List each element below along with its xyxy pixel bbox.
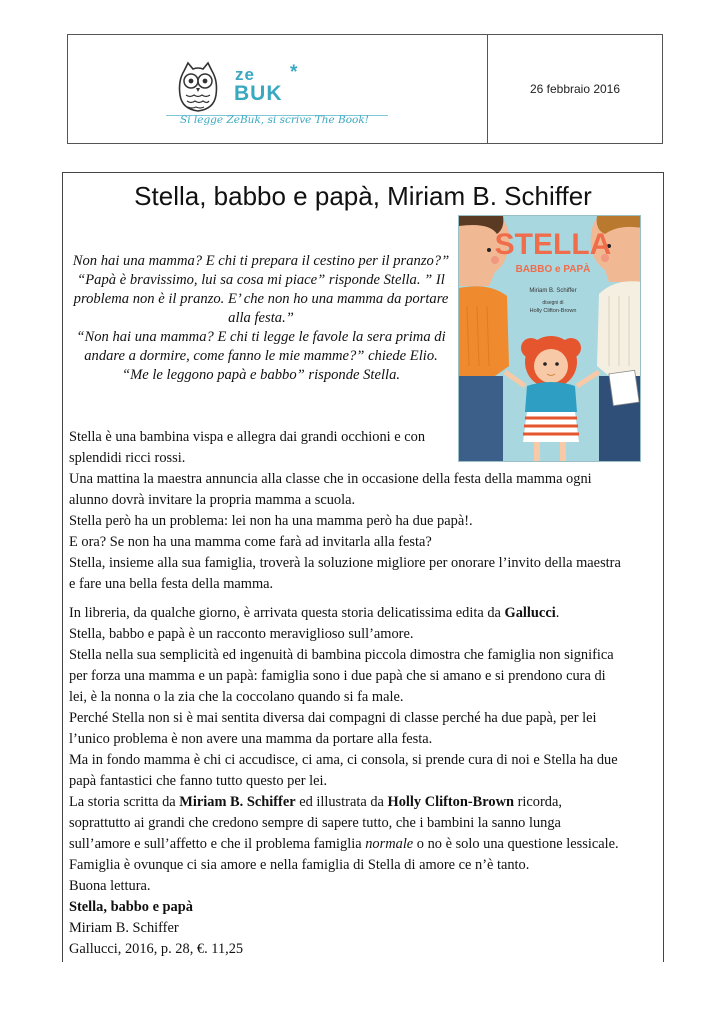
text-line: alunno dovrà invitare la propria mamma a scuola. — [69, 492, 356, 508]
text-line — [69, 834, 619, 855]
text-segment: o no è solo una questione lessicale. — [413, 836, 619, 852]
text-line: Famiglia è ovunque ci sia amore e nella famiglia di Stella di amore ce n’è tanto. — [69, 857, 530, 873]
book-cover-illustration — [459, 216, 641, 462]
brand-star-icon: * — [290, 62, 298, 83]
text-line: Stella, babbo e papà è un racconto meraviglioso sull’amore. — [69, 626, 414, 642]
book-details: Gallucci, 2016, p. 28, €. 11,25 — [69, 941, 244, 957]
illustrator-name: Holly Clifton-Brown — [387, 794, 514, 810]
text-line: Stella però ha un problema: lei non ha una mamma però ha due papà!. — [69, 513, 473, 529]
header-box — [67, 34, 663, 144]
quote-line: “Me le leggono papà e babbo” risponde Stella. — [121, 367, 401, 383]
story-summary-paragraph — [69, 427, 621, 595]
review-paragraph — [69, 603, 619, 960]
quote-line: andare a dormire, come fanno le mie mamme?” chiede Elio. — [84, 348, 438, 364]
emphasis-normale: normale — [365, 836, 414, 852]
text-line: soprattutto ai grandi che credono sempre di sapere tutto, che i bambini la sanno lunga — [69, 815, 561, 831]
text-line: splendidi ricci rossi. — [69, 450, 186, 466]
date-cell — [488, 35, 662, 143]
publisher-name: Gallucci — [504, 605, 556, 621]
text-segment: La storia scritta da — [69, 794, 180, 810]
brand-buk: BUK — [234, 82, 283, 105]
text-line — [69, 603, 619, 624]
article-title: Stella, babbo e papà, Miriam B. Schiffer — [134, 181, 592, 211]
cover-illustrator-label: disegni di — [542, 300, 564, 306]
book-title: Stella, babbo e papà — [69, 899, 193, 915]
cover-author: Miriam B. Schiffer — [529, 288, 577, 294]
text-segment: In libreria, da qualche giorno, è arrivata questa storia delicatissima edita da — [69, 605, 505, 621]
text-line — [69, 792, 619, 813]
brand-ze: ze — [235, 65, 255, 84]
text-segment: sull’amore e sull’affetto e che il problema famiglia — [69, 836, 366, 852]
text-line: Buona lettura. — [69, 878, 151, 894]
text-segment: ricorda, — [513, 794, 562, 810]
text-line: l’unico problema è non avere una mamma da portare alla festa. — [69, 731, 433, 747]
text-line: Perché Stella non si è mai sentita diversa dai compagni di classe perché ha due papà, per lei — [69, 710, 597, 726]
text-line: Stella è una bambina vispa e allegra dai grandi occhioni e con — [69, 429, 426, 445]
book-cover-image — [458, 215, 641, 462]
quote-line: problema non è il pranzo. E’ che non ho una mamma da portare — [73, 291, 449, 307]
cover-subtitle: BABBO e PAPÀ — [515, 264, 591, 275]
text-line: e fare una bella festa della mamma. — [69, 576, 274, 592]
text-segment: ed illustrata da — [295, 794, 388, 810]
quote-line: Non hai una mamma? E chi ti prepara il cestino per il pranzo?” — [72, 253, 450, 269]
text-line: Stella, insieme alla sua famiglia, troverà la soluzione migliore per onorare l’invito della maestra — [69, 555, 621, 571]
logo-cell — [68, 35, 488, 143]
book-author: Miriam B. Schiffer — [69, 920, 179, 936]
quote-line: “Papà è bravissimo, lui sa cosa mi piace” risponde Stella. ” Il — [77, 272, 445, 288]
cover-title: STELLA — [494, 228, 612, 261]
intro-quote — [66, 252, 456, 385]
quote-line: “Non hai una mamma? E chi ti legge le favole la sera prima di — [76, 329, 446, 345]
author-name: Miriam B. Schiffer — [179, 794, 296, 810]
text-line: Ma in fondo mamma è chi ci accudisce, ci ama, ci consola, si prende cura di noi e Stella ha due — [69, 752, 618, 768]
text-line: papà fantastici che fanno tutto questo per lei. — [69, 773, 328, 789]
brand-tagline: Si legge ZeBuk, si scrive The Book! — [180, 114, 369, 126]
owl-logo-icon — [176, 61, 220, 115]
text-line: E ora? Se non ha una mamma come farà ad invitarla alla festa? — [69, 534, 432, 550]
text-segment: . — [555, 605, 560, 621]
quote-line: alla festa.” — [228, 310, 294, 326]
cover-illustrator: Holly Clifton-Brown — [529, 308, 577, 314]
publish-date: 26 febbraio 2016 — [529, 82, 621, 96]
text-line: Stella nella sua semplicità ed ingenuità di bambina piccola dimostra che famiglia non significa — [69, 647, 614, 663]
text-line: Una mattina la maestra annuncia alla classe che in occasione della festa della mamma ogni — [69, 471, 592, 487]
text-line: per forza una mamma e un papà: famiglia sono i due papà che si amano e si prendono cura di — [69, 668, 606, 684]
text-line: lei, è la nonna o la zia che la coccolano quando si fa male. — [69, 689, 404, 705]
